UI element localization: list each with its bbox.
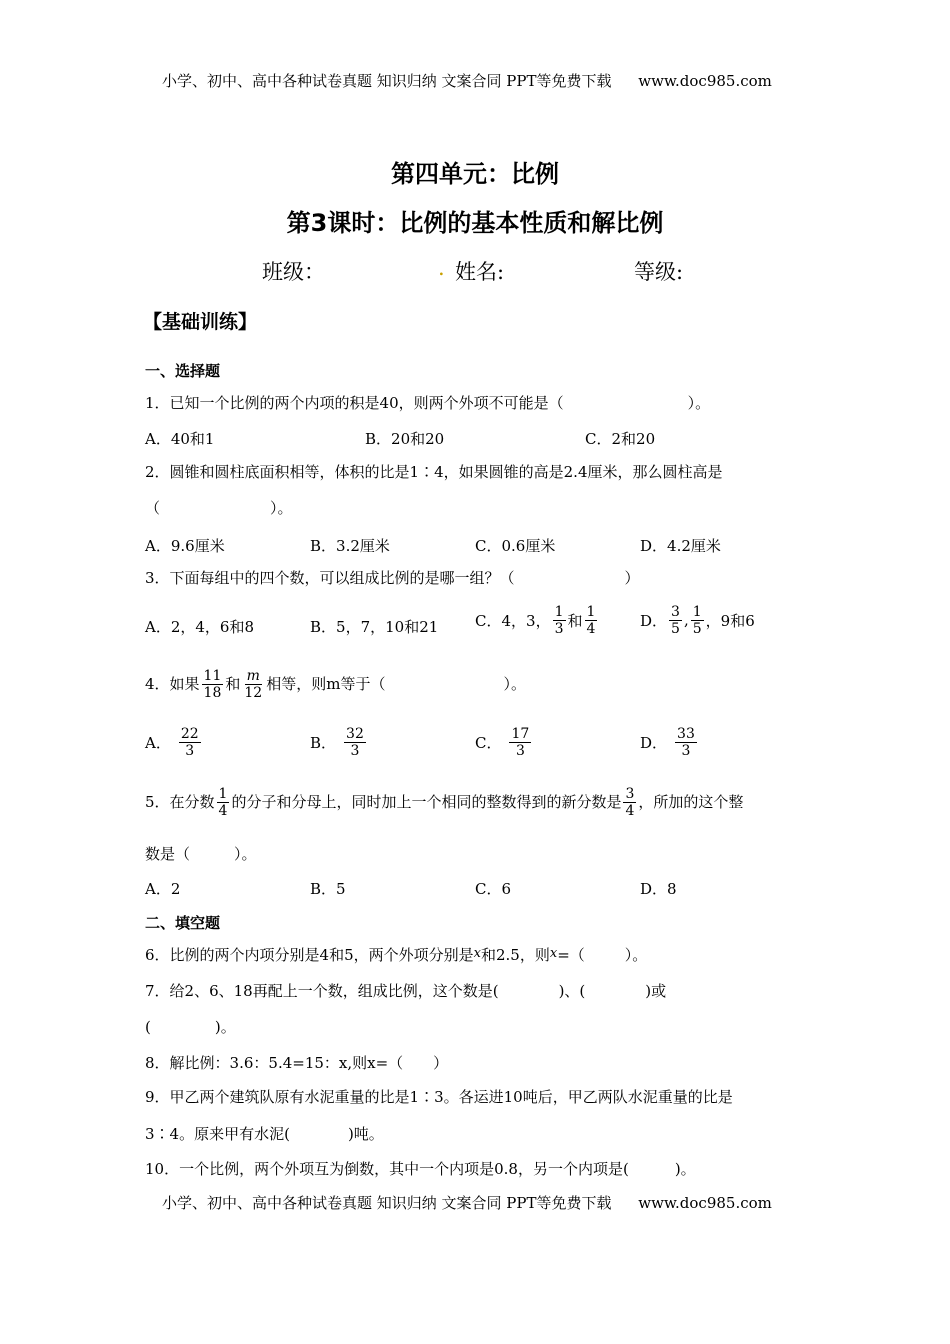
unit-title: 第四单元：比例: [391, 160, 559, 188]
question-6: 6．比例的两个内项分别是4和5，两个外项分别是x和2.5，则x=（ ）。: [145, 946, 648, 964]
question-2: 2．圆锥和圆柱底面积相等，体积的比是1∶4，如果圆锥的高是2.4厘米，那么圆柱高是: [145, 463, 723, 481]
question-3: 3．下面每组中的四个数，可以组成比例的是哪一组？（ ）: [145, 569, 640, 587]
part2-title: 二、填空题: [145, 914, 221, 932]
fraction: $\frac{1}{4}$: [586, 603, 596, 637]
lesson-title: 第3课时：比例的基本性质和解比例: [286, 209, 664, 237]
question-10: 10．一个比例，两个外项互为倒数，其中一个内项是0.8，另一个内项是( )。: [145, 1160, 696, 1178]
question-9: 9．甲乙两个建筑队原有水泥重量的比是1∶3。各运进10吨后，甲乙两队水泥重量的比是: [145, 1088, 733, 1106]
fraction: $\frac{32}{3}$: [346, 725, 364, 759]
q2-option-c[interactable]: C．0.6厘米: [475, 537, 556, 555]
fraction: $\frac{m}{12}$: [244, 667, 263, 701]
fraction: $\frac{33}{3}$: [677, 725, 695, 759]
question-8: 8．解比例：3.6：5.4=15：x,则x=（ ）: [145, 1054, 449, 1072]
section-title: 【基础训练】: [143, 311, 258, 333]
question-7-blank: ( )。: [145, 1018, 236, 1036]
q3-option-a[interactable]: A．2，4，6和8: [145, 618, 255, 636]
fraction: $\frac{11}{18}$: [203, 667, 222, 701]
q1-option-b[interactable]: B．20和20: [365, 430, 445, 448]
q2-option-b[interactable]: B．3.2厘米: [310, 537, 390, 555]
q4-option-b[interactable]: B． $\frac{32}{3}$: [310, 725, 364, 759]
name-label: 姓名:: [455, 260, 505, 284]
question-5: 5．在分数 $\frac{1}{4}$ 的分子和分母上，同时加上一个相同的整数得到的新分数是 $\frac{3}{4}$ ，所加的这个整: [145, 785, 744, 819]
fraction: $\frac{17}{3}$: [511, 725, 530, 759]
question-5-blank: 数是（ ）。: [145, 845, 257, 863]
q1-option-c[interactable]: C．2和20: [585, 430, 656, 448]
question-2-blank: （ ）。: [145, 499, 293, 517]
q3-option-d[interactable]: D． $\frac{3}{5}$ , $\frac{1}{5}$ ，9和6: [640, 603, 755, 637]
q4-option-d[interactable]: D． $\frac{33}{3}$: [640, 725, 695, 759]
info-dot: .: [438, 256, 445, 280]
class-label: 班级：: [262, 260, 325, 284]
fraction: $\frac{3}{5}$: [671, 603, 680, 637]
question-1: 1．已知一个比例的两个内项的积是40，则两个外项不可能是（ ）。: [145, 394, 711, 412]
fraction: $\frac{3}{4}$: [625, 785, 635, 819]
fraction: $\frac{1}{5}$: [692, 603, 702, 637]
q1-option-a[interactable]: A．40和1: [145, 430, 215, 448]
q2-option-a[interactable]: A．9.6厘米: [145, 537, 225, 555]
grade-label: 等级:: [634, 260, 684, 284]
q3-option-b[interactable]: B．5，7，10和21: [310, 618, 439, 636]
q5-option-b[interactable]: B．5: [310, 880, 346, 898]
page-footer: [162, 1192, 772, 1213]
question-9-blank: 3∶4。原来甲有水泥( )吨。: [145, 1125, 384, 1143]
header-url[interactable]: www.doc985.com: [638, 72, 772, 90]
q2-option-d[interactable]: D．4.2厘米: [640, 537, 721, 555]
question-4: 4．如果 $\frac{11}{18}$ 和 $\frac{m}{12}$ 相等，则m等于（ ）。: [145, 667, 526, 701]
header-text: 小学、初中、高中各种试卷真题 知识归纳 文案合同 PPT等免费下载: [162, 72, 612, 90]
question-7: 7．给2、6、18再配上一个数，组成比例，这个数是( )、( )或: [145, 982, 667, 1000]
q5-option-a[interactable]: A．2: [145, 880, 181, 898]
part1-title: 一、选择题: [145, 362, 221, 380]
page-header: [162, 70, 772, 91]
footer-text: 小学、初中、高中各种试卷真题 知识归纳 文案合同 PPT等免费下载: [162, 1194, 612, 1212]
q5-option-d[interactable]: D．8: [640, 880, 677, 898]
q4-option-a[interactable]: A． $\frac{22}{3}$: [145, 725, 199, 759]
q5-option-c[interactable]: C．6: [475, 880, 512, 898]
fraction: $\frac{1}{3}$: [554, 603, 564, 637]
q4-option-c[interactable]: C． $\frac{17}{3}$: [475, 725, 530, 759]
fraction: $\frac{22}{3}$: [180, 725, 199, 759]
fraction: $\frac{1}{4}$: [218, 785, 228, 819]
q3-option-c[interactable]: C．4，3， $\frac{1}{3}$ 和 $\frac{1}{4}$: [475, 603, 596, 637]
footer-url[interactable]: www.doc985.com: [638, 1194, 772, 1212]
